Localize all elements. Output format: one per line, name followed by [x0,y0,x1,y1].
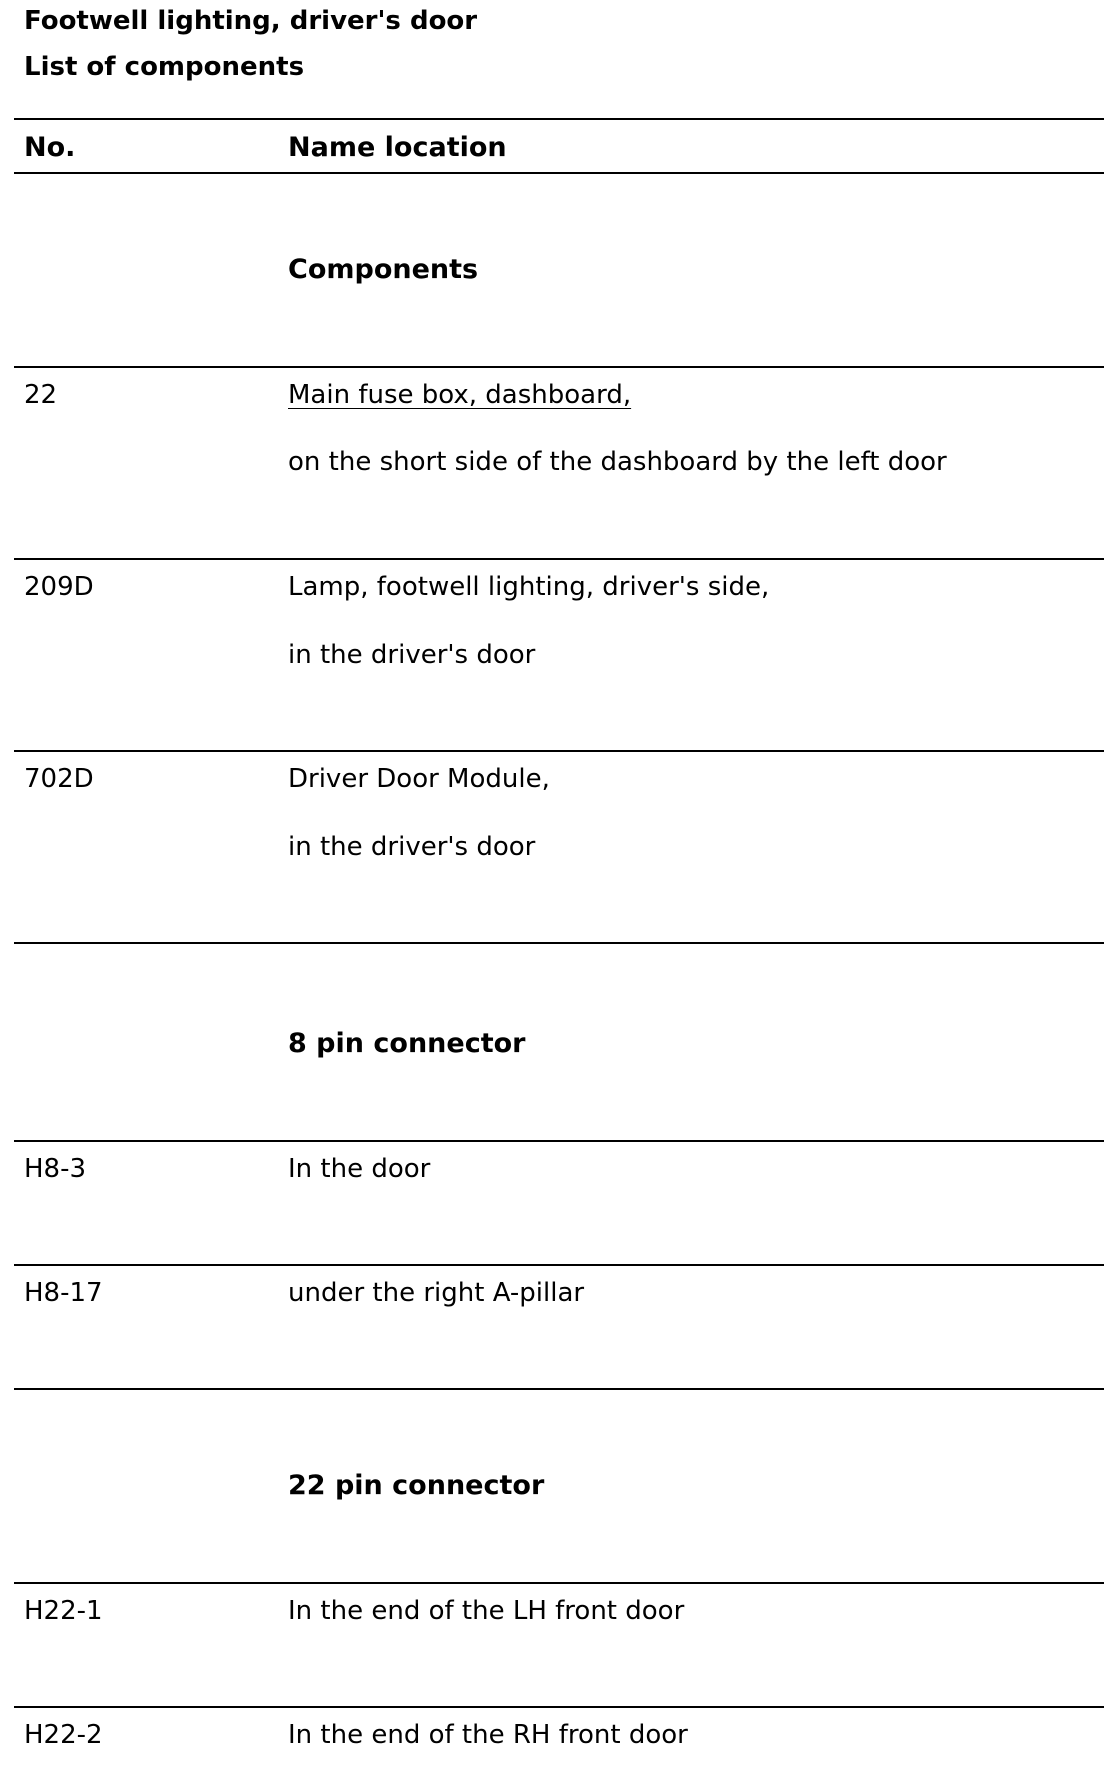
row-number: 209D [24,572,94,602]
section-heading-components: Components [288,254,479,285]
component-location: In the end of the LH front door [288,1596,685,1626]
page-subtitle: List of components [24,52,305,82]
row-number: H8-3 [24,1154,87,1184]
component-link-main-fuse-box[interactable]: Main fuse box, dashboard, [288,380,632,410]
row-divider [14,1706,1104,1708]
row-number: 702D [24,764,94,794]
row-divider [14,1388,1104,1390]
row-divider [14,1140,1104,1142]
row-number: H8-17 [24,1278,103,1308]
column-header-no: No. [24,132,76,163]
row-number: H22-2 [24,1720,103,1750]
section-heading-8-pin-connector: 8 pin connector [288,1028,526,1059]
component-location: In the end of the RH front door [288,1720,688,1750]
row-divider [14,366,1104,368]
component-location: on the short side of the dashboard by the left door [288,447,947,477]
row-divider [14,558,1104,560]
table-top-rule [14,118,1104,120]
row-number: H22-1 [24,1596,103,1626]
row-number: 22 [24,380,58,410]
row-divider [14,942,1104,944]
header-bottom-rule [14,172,1104,174]
page-title: Footwell lighting, driver's door [24,6,478,36]
component-location: In the door [288,1154,431,1184]
component-location: in the driver's door [288,640,536,670]
component-location: in the driver's door [288,832,536,862]
row-divider [14,1582,1104,1584]
component-name: Lamp, footwell lighting, driver's side, [288,572,770,602]
row-divider [14,1264,1104,1266]
section-heading-22-pin-connector: 22 pin connector [288,1470,545,1501]
component-location: under the right A-pillar [288,1278,585,1308]
component-name: Driver Door Module, [288,764,550,794]
row-divider [14,750,1104,752]
column-header-name-location: Name location [288,132,507,163]
